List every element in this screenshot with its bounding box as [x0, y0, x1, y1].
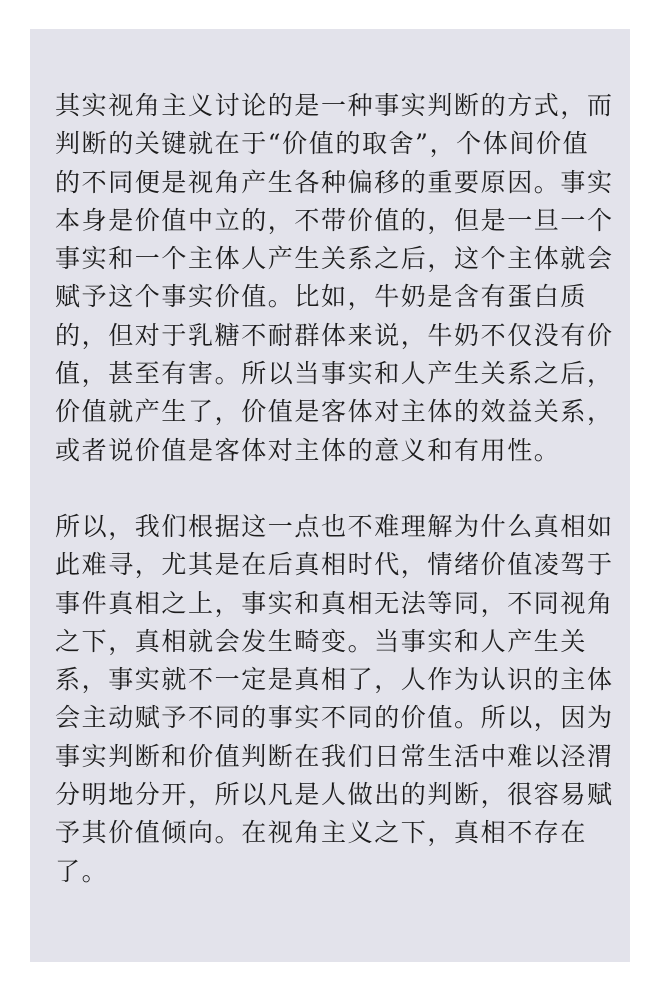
text-line: 赋予这个事实价值。比如，牛奶是含有蛋白质 — [55, 282, 588, 312]
text-line: 的，但对于乳糖不耐群体来说，牛奶不仅没有价 — [55, 320, 614, 350]
text-line: 予其价值倾向。在视角主义之下，真相不存在 — [55, 818, 588, 848]
text-line: 或者说价值是客体对主体的意义和有用性。 — [55, 435, 561, 465]
text-line: 判断的关键就在于“价值的取舍”，个体间价值 — [55, 129, 590, 159]
text-line: 值，甚至有害。所以当事实和人产生关系之后， — [55, 359, 614, 389]
article-card — [30, 29, 630, 962]
text-line: 会主动赋予不同的事实不同的价值。所以，因为 — [55, 703, 614, 733]
text-line: 的不同便是视角产生各种偏移的重要原因。事实 — [55, 167, 614, 197]
text-line: 了。 — [55, 856, 109, 886]
text-line: 事实判断和价值判断在我们日常生活中难以泾渭 — [55, 741, 614, 771]
text-line: 其实视角主义讨论的是一种事实判断的方式，而 — [55, 91, 614, 120]
text-line: 之下，真相就会发生畸变。当事实和人产生关 — [55, 626, 588, 656]
text-line: 分明地分开，所以凡是人做出的判断，很容易赋 — [55, 780, 614, 810]
text-line: 本身是价值中立的，不带价值的，但是一旦一个 — [55, 205, 614, 235]
paragraph-1 — [55, 87, 615, 470]
text-line: 所以，我们根据这一点也不难理解为什么真相如 — [55, 511, 614, 541]
text-line: 系，事实就不一定是真相了，人作为认识的主体 — [55, 665, 614, 695]
text-line: 事件真相之上，事实和真相无法等同，不同视角 — [55, 588, 614, 618]
text-line: 价值就产生了，价值是客体对主体的效益关系， — [55, 397, 614, 427]
text-line: 事实和一个主体人产生关系之后，这个主体就会 — [55, 244, 614, 274]
text-line: 此难寻，尤其是在后真相时代，情绪价值凌驾于 — [55, 550, 614, 580]
paragraph-2 — [55, 508, 615, 891]
